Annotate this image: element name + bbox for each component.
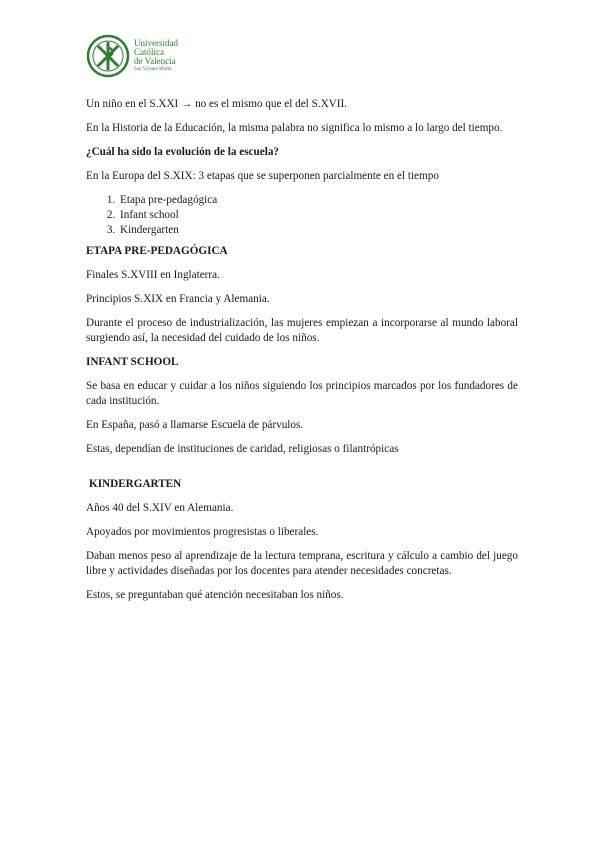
kinder-paragraph-1: Años 40 del S.XIV en Alemania.: [86, 502, 234, 514]
logo-line-4: San Vicente Mártir: [134, 67, 172, 72]
logo-line-1: Universidad: [134, 38, 178, 48]
pre-paragraph-1: Finales S.XVIII en Inglaterra.: [86, 269, 220, 281]
infant-paragraph-3: Estas, dependían de instituciones de caridad, religiosas o filantrópicas: [86, 443, 399, 455]
stages-list: [86, 193, 518, 238]
kinder-paragraph-2: Apoyados por movimientos progresistas o liberales.: [86, 526, 319, 538]
university-name: [134, 39, 178, 73]
kinder-paragraph-4: Estos, se preguntaban qué atención necesitaban los niños.: [86, 589, 344, 601]
logo-line-3: de Valencia: [134, 56, 176, 66]
intro-paragraph-1: Un niño en el S.XXI → no es el mismo que el del S.XVII.: [86, 98, 348, 110]
pre-pedagogic-heading: ETAPA PRE-PEDAGÓGICA: [86, 245, 228, 257]
list-item: 2. Infant school: [118, 208, 518, 223]
question-text: En la Europa del S.XIX: 3 etapas que se superponen parcialmente en el tiempo: [86, 170, 439, 182]
list-item: 3. Kindergarten: [118, 223, 518, 238]
university-logo: [86, 34, 186, 78]
kinder-paragraph-3: Daban menos peso al aprendizaje de la lectura temprana, escritura y cálculo a cambio del juego libre y actividades diseñadas por los docentes para atender necesidades concretas.: [86, 550, 518, 577]
intro-paragraph-2: En la Historia de la Educación, la misma palabra no significa lo mismo a lo largo del tiempo.: [86, 122, 503, 134]
document-body: [86, 97, 518, 612]
kindergarten-heading: KINDERGARTEN: [89, 478, 182, 490]
question-heading: ¿Cuál ha sido la evolución de la escuela?: [86, 146, 280, 158]
list-item: 1. Etapa pre-pedagógica: [118, 193, 518, 208]
university-seal-icon: [86, 34, 130, 78]
pre-paragraph-2: Principios S.XIX en Francia y Alemania.: [86, 293, 270, 305]
pre-paragraph-3: Durante el proceso de industrialización, las mujeres empiezan a incorporarse al mundo laboral surgiendo así, la necesidad del cuidado de los niños.: [86, 317, 518, 344]
infant-school-heading: INFANT SCHOOL: [86, 356, 179, 368]
infant-paragraph-1: Se basa en educar y cuidar a los niños siguiendo los principios marcados por los fundadores de cada institución.: [86, 380, 518, 407]
infant-paragraph-2: En España, pasó a llamarse Escuela de párvulos.: [86, 419, 304, 431]
logo-line-2: Católica: [134, 47, 164, 57]
